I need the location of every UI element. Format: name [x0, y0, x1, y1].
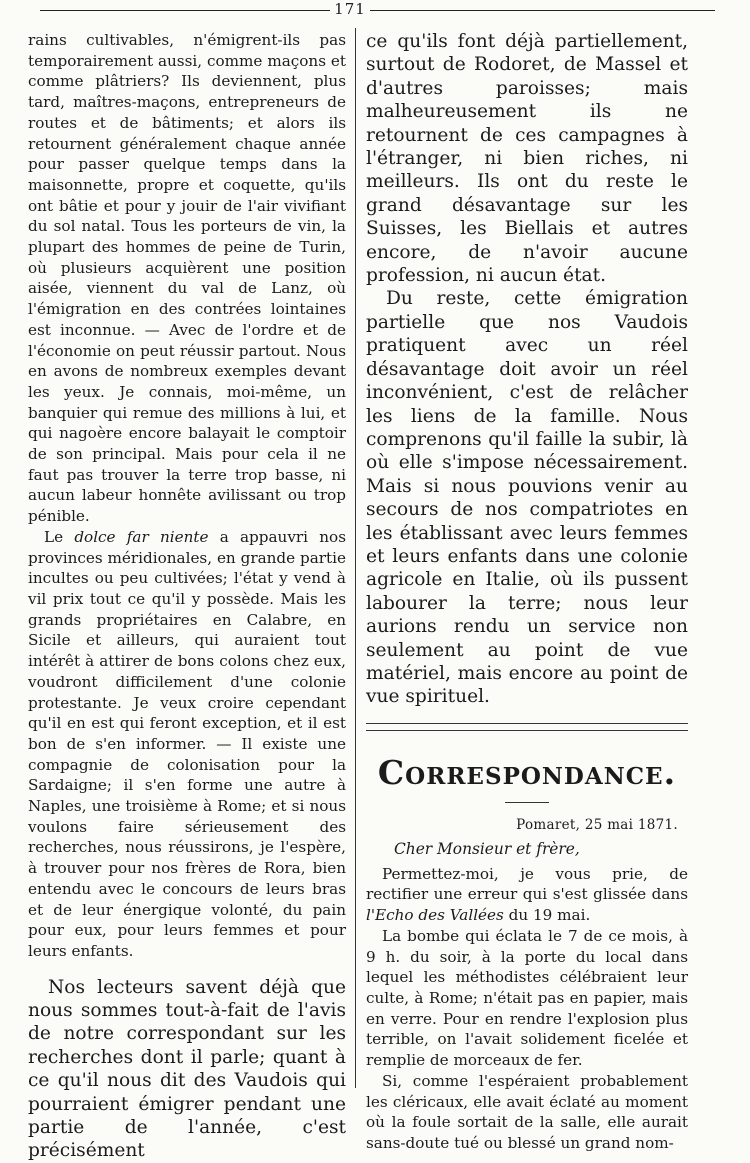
letter-p1-b: du 19 mai. — [503, 906, 591, 925]
letter-p1-italic: l'Echo des Vallées — [366, 906, 504, 925]
right-column — [366, 30, 688, 1154]
left-column — [28, 30, 346, 1163]
page-header — [0, 0, 750, 20]
letter-paragraph-3: Si, comme l'espéraient probablement les cléricaux, elle avait éclaté au moment où la foule sortait de la salle, elle aurait sans-doute tué ou blessé un grand nom- — [366, 1071, 688, 1152]
section-heading: Correspondance. — [377, 752, 677, 792]
left-paragraph-3: Nos lecteurs savent déjà que nous sommes tout-à-fait de l'avis de notre correspondant sur les recherches dont il parle; quant à ce qu'il nous dit des Vaudois qui pourraient émigrer pendant une partie de l'année, c'est précisément — [28, 976, 346, 1162]
left-paragraph-2 — [28, 527, 346, 962]
header-rule-right — [370, 10, 715, 11]
letter-paragraph-2: La bombe qui éclata le 7 de ce mois, à 9 h. du soir, à la porte du local dans lequel les méthodistes célébraient leur culte, à Rome; n'était pas en papier, mais en verre. Pour en rendre l'explosion plus terrible, on l'avait solidement ficelée et remplie de morceaux de fer. — [366, 926, 688, 1070]
letter-dateline: Pomaret, 25 mai 1871. — [516, 816, 678, 833]
letter-salutation: Cher Monsieur et frère, — [394, 839, 580, 858]
page-number: 171 — [334, 0, 366, 18]
left-paragraph-1: rains cultivables, n'émigrent-ils pas temporairement aussi, comme maçons et comme plâtriers? Ils deviennent, plus tard, maîtres-maçons, entrepreneurs de routes et de bâtiments; et alors ils retournent généralement chaque année pour passer quelque temps dans la maisonnette, propre et coquette, qu'ils ont bâtie et pour y jouir de l'air vivifiant du sol natal. Tous les porteurs de vin, la plupart des hommes de peine de Turin, où plusieurs acquièrent une position aisée, viennent du val de Lanz, où l'émigration en des contrées lointaines est inconnue. — Avec de l'ordre et de l'économie on peut réussir partout. Nous en avons de nombreux exemples devant les yeux. Je connais, moi-même, un banquier qui remue des millions à lui, et qui nagoère encore balayait le comptoir de son principal. Mais pour cela il ne faut pas trouver la terre trop basse, ni aucun labeur honnête avilissant ou trop pénible. — [28, 31, 346, 526]
right-paragraph-1: ce qu'ils font déjà partiellement, surtout de Rodoret, de Massel et d'autres paroisses; mais malheureusement ils ne retournent de ces campagnes à l'étranger, ni bien riches, ni meilleurs. Ils ont du reste le grand désavantage sur les Suisses, les Biellais et autres encore, de n'avoir aucune profession, ni aucun état. — [366, 31, 688, 287]
section-divider — [366, 723, 688, 731]
letter-paragraph-1 — [366, 864, 688, 926]
left-p2-italic: dolce far niente — [74, 527, 209, 546]
right-paragraph-2: Du reste, cette émigration partielle que nos Vaudois pratiquent avec un réel désavantage doit avoir un réel inconvénient, c'est de relâcher les liens de la famille. Nous comprenons qu'il faille la subir, là où elle s'impose nécessairement. Mais si nous pouvions venir au secours de nos compatriotes en les établissant avec leurs femmes et leurs enfants dans une colonie agricole en Italie, où ils pussent labourer la terre; nous leur aurions rendu un service non seulement au point de vue matériel, mais encore au point de vue spirituel. — [366, 288, 688, 708]
header-rule-left — [40, 10, 330, 11]
column-divider — [355, 28, 356, 1088]
left-p2-rest: a appauvri nos provinces méridionales, en grande partie incultes ou peu cultivées; l'état y vend à vil prix tout ce qu'il y possède. Mais les grands propriétaires en Calabre, en Sicile et ailleurs, qui auraient tout intérêt à attirer de bons colons chez eux, voudront difficilement d'une colonie protestante. Je veux croire cependant qu'il en est qui feront exception, et il est bon de s'en informer. — Il existe une compagnie de colonisation pour la Sardaigne; il s'en forme une autre à Naples, une troisième à Rome; et si nous voulons faire sérieusement des recherches, nous réussirons, je l'espère, à trouver pour nos frères de Rora, bien entendu avec le concours de leurs bras et de leur énergique volonté, du pain pour eux, pour leurs femmes et pour leurs enfants. — [28, 527, 346, 960]
left-p2-prefix: Le — [44, 527, 75, 546]
heading-rule — [505, 802, 549, 803]
letter-p1-a: Permettez-moi, je vous prie, de rectifier une erreur qui s'est glissée dans — [366, 864, 688, 904]
